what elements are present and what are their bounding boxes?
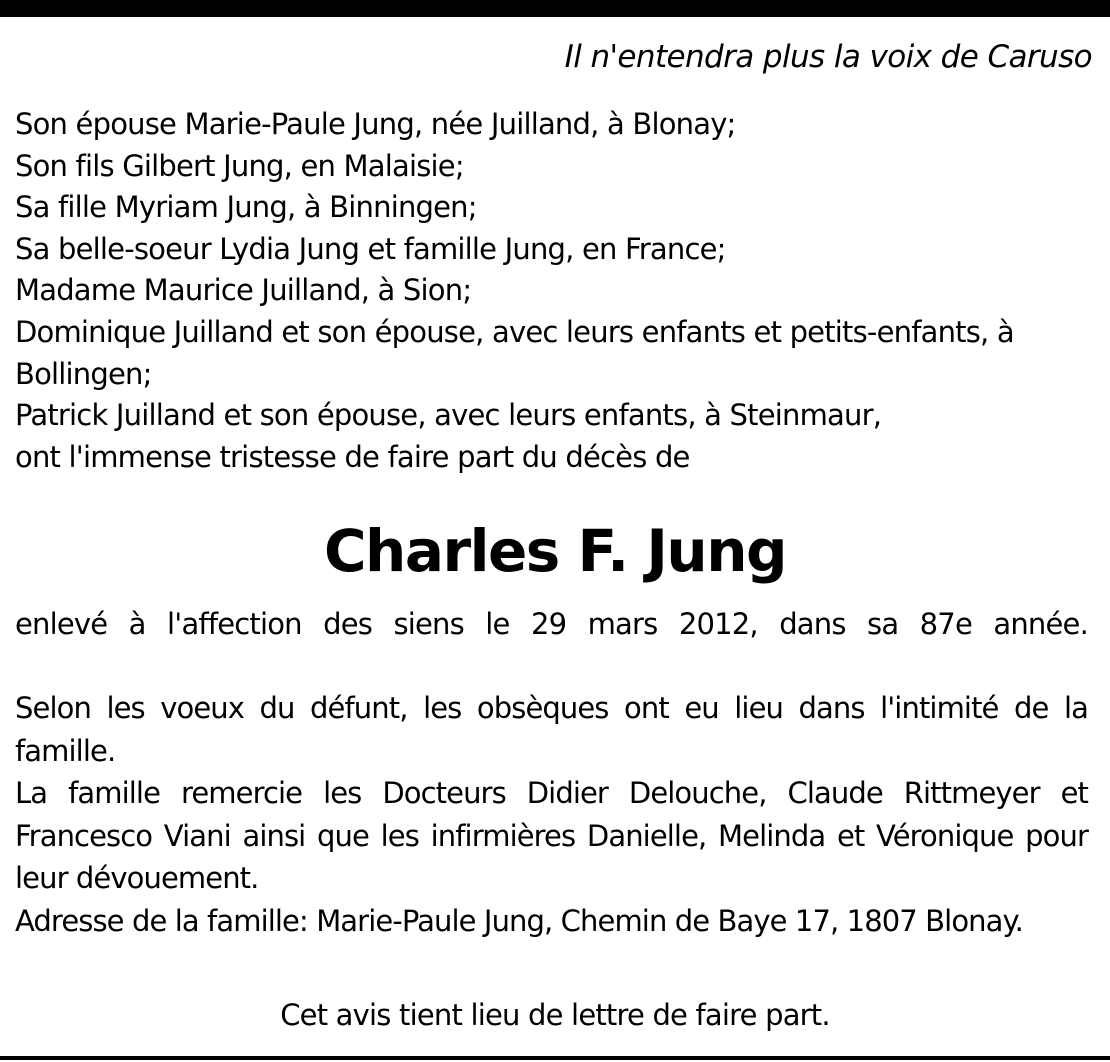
thanks-paragraph: La famille remercie les Docteurs Didier Delouche, Claude Rittmeyer et Francesco Viani ainsi que les infirmières Danielle, Melinda et Véronique pour leur dévouement. [15, 776, 1088, 896]
family-line-madame-juilland: Madame Maurice Juilland, à Sion; [15, 273, 472, 308]
bottom-border-rule [0, 1056, 1110, 1060]
funeral-paragraph: Selon les voeux du défunt, les obsèques ont eu lieu dans l'intimité de la famille. [15, 691, 1088, 768]
family-line-son: Son fils Gilbert Jung, en Malaisie; [15, 148, 464, 183]
family-line-sister-in-law: Sa belle-soeur Lydia Jung et famille Jung, en France; [15, 231, 726, 266]
family-line-patrick: Patrick Juilland et son épouse, avec leurs enfants, à Steinmaur, [15, 398, 882, 433]
details-block [15, 687, 1088, 943]
deceased-name: Charles F. Jung [323, 517, 787, 585]
family-line-daughter: Sa fille Myriam Jung, à Binningen; [15, 190, 477, 225]
address-paragraph: Adresse de la famille: Marie-Paule Jung, Chemin de Baye 17, 1807 Blonay. [15, 903, 1023, 938]
epitaph-quote: Il n'entendra plus la voix de Caruso [564, 39, 1092, 75]
death-statement: enlevé à l'affection des siens le 29 mars 2012, dans sa 87e année. [15, 607, 1088, 641]
family-line-dominique: Dominique Juilland et son épouse, avec leurs enfants et petits-enfants, à [15, 314, 1014, 349]
top-border-rule [0, 0, 1110, 17]
announcement-line: ont l'immense tristesse de faire part du décès de [15, 439, 690, 474]
family-line-dominique-location: Bollingen; [15, 356, 152, 391]
family-line-spouse: Son épouse Marie-Paule Jung, née Juilland, à Blonay; [15, 107, 736, 141]
family-list [15, 104, 1095, 478]
closing-note: Cet avis tient lieu de lettre de faire part. [280, 998, 830, 1032]
